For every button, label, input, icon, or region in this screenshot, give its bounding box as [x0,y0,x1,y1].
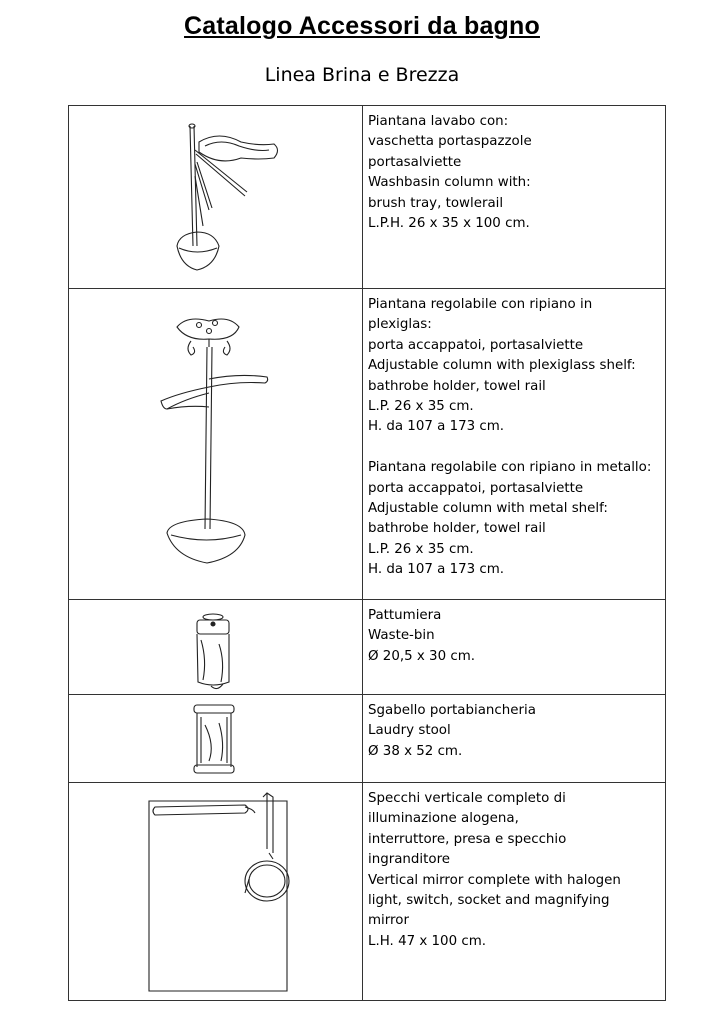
description-line: bathrobe holder, towel rail [368,378,546,394]
description-line: Piantana lavabo con: [368,114,509,129]
product-description [363,695,666,783]
description-line: L.P.H. 26 x 35 x 100 cm. [368,216,530,232]
description-line: illuminazione alogena, [368,811,519,827]
product-description [363,289,666,600]
product-image-cell [69,289,363,600]
description-line: H. da 107 a 173 cm. [368,562,505,578]
product-table [68,105,666,1001]
description-line: L.H. 47 x 100 cm. [368,933,487,949]
description-line: Waste-bin [368,628,435,644]
product-image-cell [69,783,363,1001]
description-line: Ø 38 x 52 cm. [368,743,463,759]
product-row-washbasin-column [69,106,666,289]
vertical-mirror-drawing-icon [69,783,362,1001]
product-description [363,600,666,695]
product-row-vertical-mirror [69,783,666,1001]
description-line: Washbasin column with: [368,175,531,191]
description-line: porta accappatoi, portasalviette [368,480,584,496]
description-line: brush tray, towlerail [368,195,504,211]
description-line: Adjustable column with plexiglass shelf: [368,358,636,374]
laundry-stool-drawing-icon [69,695,362,783]
product-row-waste-bin [69,600,666,695]
description-line: vaschetta portaspazzole [368,134,532,150]
product-image-cell [69,106,363,289]
description-line: Piantana regolabile con ripiano in metallo: [368,460,652,476]
product-description [363,106,666,289]
description-line: bathrobe holder, towel rail [368,521,546,537]
description-line: Laudry stool [368,723,451,739]
product-description [363,783,666,1001]
description-line: plexiglas: [368,317,432,333]
description-line: Ø 20,5 x 30 cm. [368,648,476,664]
catalog-subtitle: Linea Brina e Brezza [264,64,460,86]
catalog-title: Catalogo Accessori da bagno [184,12,540,40]
description-line: portasalviette [368,154,462,170]
description-line: Sgabello portabiancheria [368,703,536,718]
description-line: ingranditore [368,852,451,868]
waste-bin-drawing-icon [69,600,362,695]
adjustable-column-drawing-icon [69,289,362,600]
description-line: porta accappatoi, portasalviette [368,337,584,353]
description-line: H. da 107 a 173 cm. [368,419,505,435]
description-line: Vertical mirror complete with halogen [368,872,621,888]
product-image-cell [69,600,363,695]
description-line: interruttore, presa e specchio [368,831,567,847]
washbasin-column-drawing-icon [69,106,362,289]
product-image-cell [69,695,363,783]
description-line: Adjustable column with metal shelf: [368,501,608,517]
product-row-laundry-stool [69,695,666,783]
description-line: Pattumiera [368,608,442,623]
description-line: Specchi verticale completo di [368,791,566,806]
description-gap [368,438,661,458]
description-line: Piantana regolabile con ripiano in [368,297,593,312]
description-line: mirror [368,913,409,929]
description-line: light, switch, socket and magnifying [368,893,610,909]
description-line: L.P. 26 x 35 cm. [368,541,474,557]
description-line: L.P. 26 x 35 cm. [368,399,474,415]
product-row-adjustable-column [69,289,666,600]
